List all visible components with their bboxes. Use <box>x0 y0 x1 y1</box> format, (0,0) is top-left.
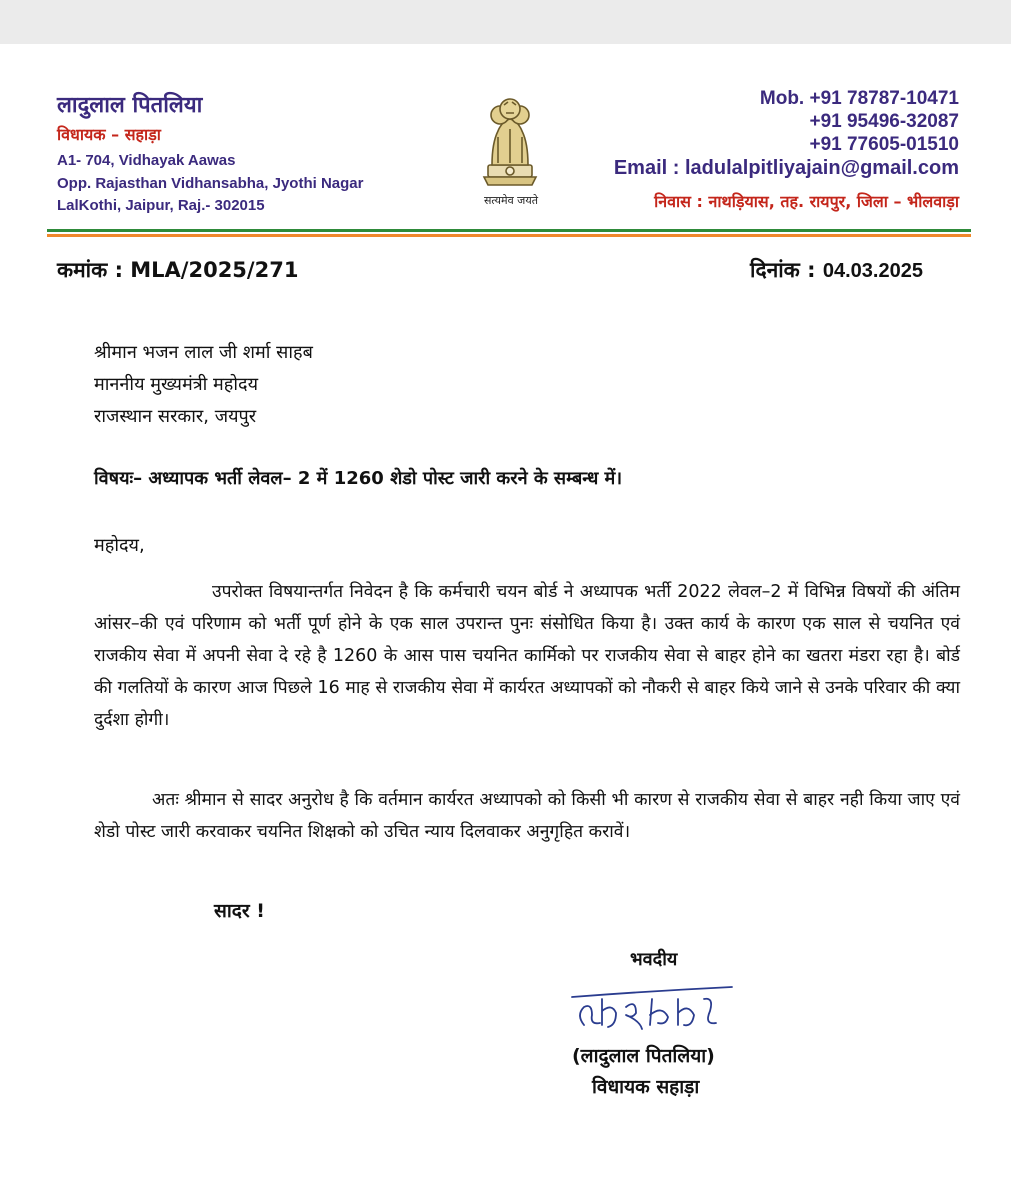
body-paragraph-2: अतः श्रीमान से सादर अनुरोध है कि वर्तमान कार्यरत अध्यापको को किसी भी कारण से राजकीय सेवा से बाहर नही किया जाए एवं शेडो पोस्ट जारी करवाकर चयनित शिक्षको को उचित न्याय दिलवाकर अनुगृहित करावें। <box>94 790 960 842</box>
mobile-line-2: +91 95496-32087 <box>809 111 959 132</box>
addressee-line-1: श्रीमान भजन लाल जी शर्मा साहब <box>94 342 313 363</box>
letterhead-rule-green <box>47 229 971 232</box>
salutation: महोदय, <box>94 535 145 556</box>
signature-icon <box>570 985 740 1035</box>
email-line: Email : ladulalpitliyajain@gmail.com <box>613 157 959 179</box>
closing: सादर ! <box>214 900 265 922</box>
address-line-1: A1- 704, Vidhayak Aawas <box>57 152 236 169</box>
subject-line: विषयः– अध्यापक भर्ती लेवल– 2 में 1260 शेडो पोस्ट जारी करने के सम्बन्ध में। <box>94 468 623 489</box>
addressee-line-2: माननीय मुख्यमंत्री महोदय <box>94 374 259 395</box>
address-line-3: LalKothi, Jaipur, Raj.- 302015 <box>57 197 265 214</box>
signatory-designation: विधायक सहाड़ा <box>592 1076 700 1098</box>
body-paragraph-1: उपरोक्त विषयान्तर्गत निवेदन है कि कर्मचारी चयन बोर्ड ने अध्यापक भर्ती 2022 लेवल–2 में विभिन्न विषयों की अंतिम आंसर–की एवं परिणाम को भर्ती पूर्ण होने के एक साल उपरान्त पुनः संसोधित किया है। उक्त कार्य के कारण एक साल से चयनित एवं राजकीय सेवा में अपनी सेवा दे रहे है 1260 के आस पास चयनित कार्मिको पर राजकीय सेवा से बाहर होने का खतरा मंडरा रहा है। बोर्ड की गलतियों के कारण आज पिछले 16 माह से राजकीय सेवा में कार्यरत अध्यापकों को नौकरी से बाहर किये जाने से उनके परिवार की क्या दुर्दशा होगी। <box>94 582 960 730</box>
yours-faithfully: भवदीय <box>630 949 678 970</box>
signatory-name: (लादुलाल पितलिया) <box>572 1045 715 1067</box>
national-emblem-icon <box>470 93 550 193</box>
letterhead-designation: विधायक – सहाड़ा <box>57 125 161 144</box>
mobile-line-3: +91 77605-01510 <box>809 134 959 155</box>
reference-number: कमांक : MLA/2025/271 <box>57 258 299 282</box>
date-row <box>750 256 923 284</box>
date-label: दिनांक : <box>750 258 816 282</box>
address-line-2: Opp. Rajasthan Vidhansabha, Jyothi Nagar <box>57 175 364 192</box>
top-gray-bar <box>0 0 1011 44</box>
letterhead-rule-orange <box>47 234 971 237</box>
mobile-line-1: Mob. +91 78787-10471 <box>759 88 959 109</box>
residence-line: निवास : नाथड़ियास, तह. रायपुर, जिला – भीलवाड़ा <box>654 192 959 211</box>
letterhead-name: लादुलाल पितलिया <box>57 93 203 118</box>
emblem-motto: सत्यमेव जयते <box>483 194 538 207</box>
date-value: 04.03.2025 <box>822 260 923 282</box>
addressee-line-3: राजस्थान सरकार, जयपुर <box>94 406 257 427</box>
